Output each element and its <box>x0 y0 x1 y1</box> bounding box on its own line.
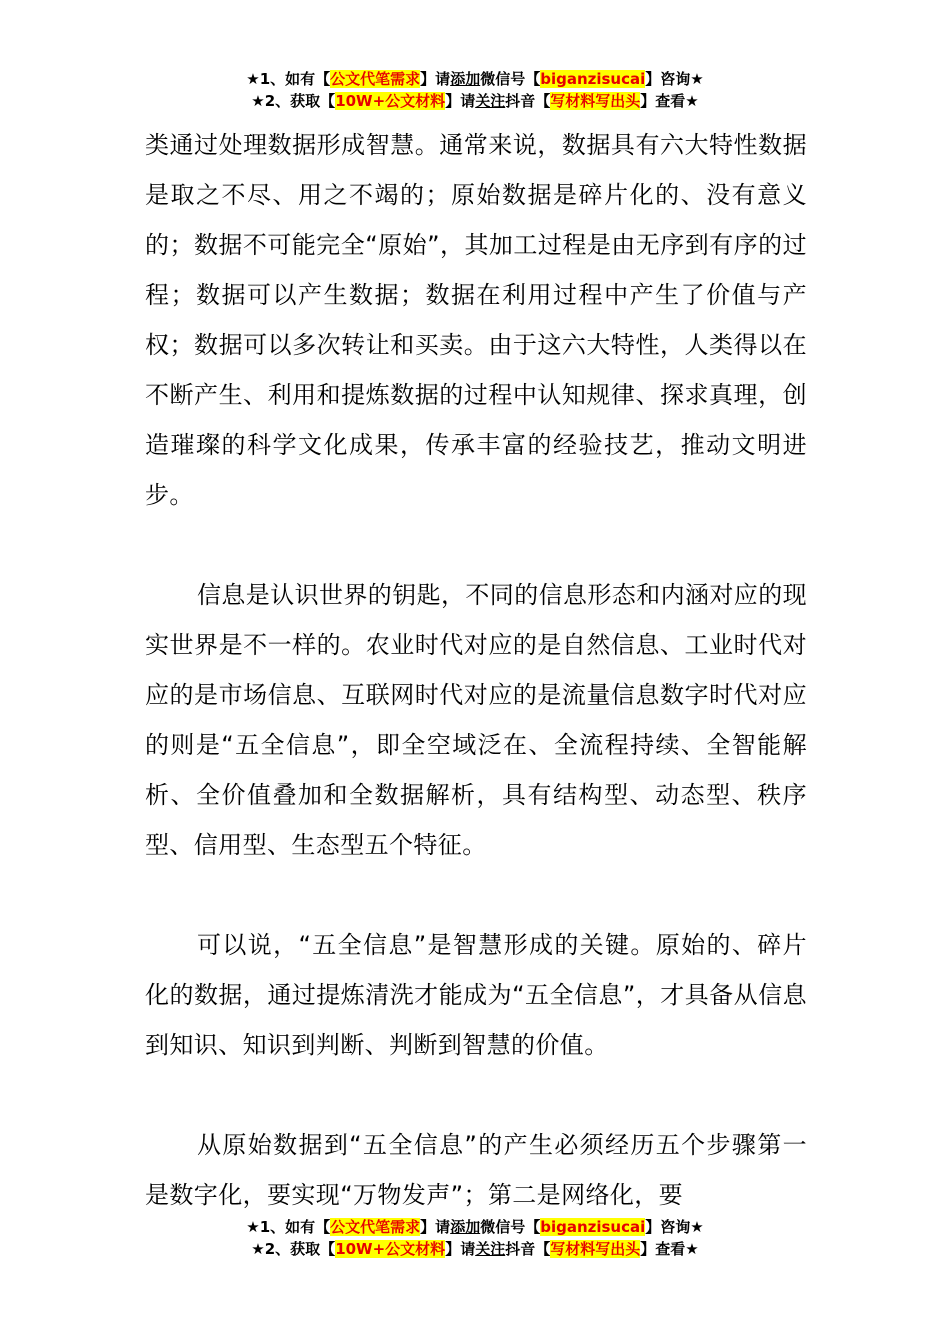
banner-text: 微信号【 <box>480 70 541 88</box>
banner-highlight: biganzisucai <box>540 70 646 88</box>
banner-text: 】请 <box>445 92 476 110</box>
banner-underline: 关注 <box>475 1240 506 1258</box>
banner-highlight: 10W+公文材料 <box>335 1240 446 1258</box>
banner-highlight: 写材料写出头 <box>550 92 641 110</box>
banner-underline: 添加 <box>450 70 481 88</box>
banner-highlight: 公文代笔需求 <box>330 1218 421 1236</box>
banner-text: 抖音【 <box>505 1240 551 1258</box>
banner-line-1 <box>0 68 950 90</box>
banner-text: ★1、如有【 <box>246 1218 331 1236</box>
banner-underline: 添加 <box>450 1218 481 1236</box>
banner-text: 】查看★ <box>640 92 699 110</box>
banner-text: 】请 <box>420 70 451 88</box>
banner-text: ★2、获取【 <box>251 92 336 110</box>
banner-text: 】查看★ <box>640 1240 699 1258</box>
paragraph: 可以说，“五全信息”是智慧形成的关键。原始的、碎片化的数据，通过提炼清洗才能成为“五全信息”，才具备从信息到知识、知识到判断、判断到智慧的价值。 <box>145 931 807 1059</box>
banner-text: 】请 <box>445 1240 476 1258</box>
banner-text: 抖音【 <box>505 92 551 110</box>
banner-text: 】咨询★ <box>645 70 704 88</box>
banner-highlight: 写材料写出头 <box>550 1240 641 1258</box>
banner-underline: 关注 <box>475 92 506 110</box>
footer-banner <box>0 1216 950 1260</box>
banner-text: 】咨询★ <box>645 1218 704 1236</box>
document-body <box>145 120 807 1220</box>
banner-highlight: biganzisucai <box>540 1218 646 1236</box>
banner-text: ★2、获取【 <box>251 1240 336 1258</box>
banner-text: 】请 <box>420 1218 451 1236</box>
banner-text: 微信号【 <box>480 1218 541 1236</box>
paragraph: 类通过处理数据形成智慧。通常来说，数据具有六大特性数据是取之不尽、用之不竭的；原始数据是碎片化的、没有意义的；数据不可能完全“原始”，其加工过程是由无序到有序的过程；数据可以产生数据；数据在利用过程中产生了价值与产权；数据可以多次转让和买卖。由于这六大特性，人类得以在不断产生、利用和提炼数据的过程中认知规律、探求真理，创造璀璨的科学文化成果，传承丰富的经验技艺，推动文明进步。 <box>145 131 807 509</box>
paragraph: 从原始数据到“五全信息”的产生必须经历五个步骤第一是数字化，要实现“万物发声”；第二是网络化，要 <box>145 1131 807 1209</box>
banner-highlight: 10W+公文材料 <box>335 92 446 110</box>
banner-highlight: 公文代笔需求 <box>330 70 421 88</box>
paragraph: 信息是认识世界的钥匙，不同的信息形态和内涵对应的现实世界是不一样的。农业时代对应的是自然信息、工业时代对应的是市场信息、互联网时代对应的是流量信息数字时代对应的则是“五全信息”，即全空域泛在、全流程持续、全智能解析、全价值叠加和全数据解析，具有结构型、动态型、秩序型、信用型、生态型五个特征。 <box>145 581 807 859</box>
banner-line-2 <box>0 90 950 112</box>
banner-line-1 <box>0 1216 950 1238</box>
header-banner <box>0 68 950 112</box>
banner-line-2 <box>0 1238 950 1260</box>
banner-text: ★1、如有【 <box>246 70 331 88</box>
